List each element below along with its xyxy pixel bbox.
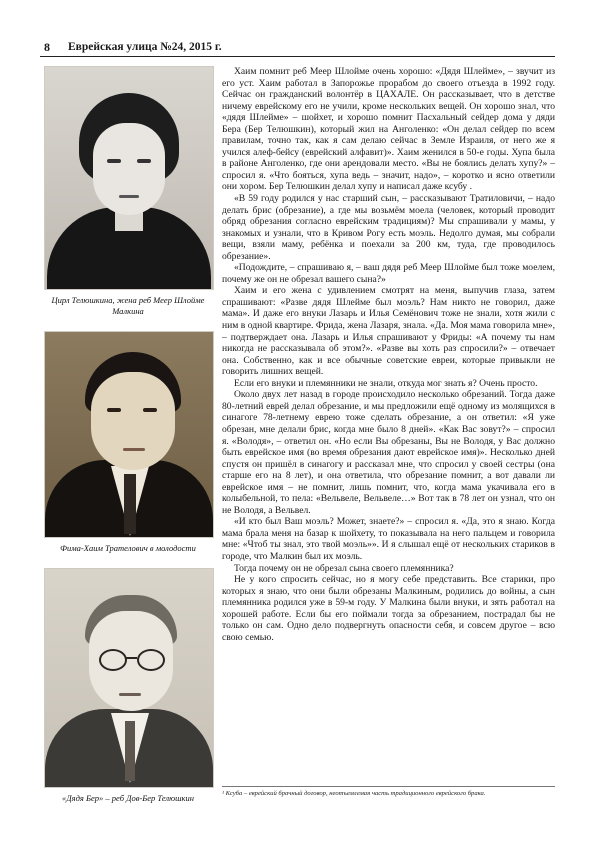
article-paragraph: Около двух лет назад в городе происходило несколько обрезаний. Тогда даже 80-летний еврей делал обрезание, и мы предложили ещё одному из молящихся в синагоге 78-летнему еврею тоже сделать обрезание, а он ответил: «Я уже обрезан, мне делали брис, когда мне было 8 дней». «Как Вас зовут?» – спросил я. «Володя», – ответил он. «Но если Вы обрезаны, Вы не Володя, у Вас должно быть еврейское имя (во время обрезания дают еврейское имя)». Несколько дней спустя он пришёл в синагогу и рассказал мне, что спросил у своей сестры (она старше его на 8 лет), и она ответила, что обрезание помнит, а вот давали ли еврейское имя – не помнит, лишь помнит, что, когда мама укачивала его в колыбельной, то пела: «Вельвеле, Вельвеле…» Вот так в 78 лет он узнал, что он не Володя, а Вельвел. (222, 389, 555, 516)
portrait-photo-young-man (44, 331, 214, 538)
article-paragraph: Тогда почему он не обрезал сына своего племянника? (234, 562, 454, 574)
article-paragraph: «В 59 году родился у нас старший сын, – рассказывают Тратиловичи, – надо делать брис (обрезание), а где мы возьмём моела (человек, который проводит обряд обрезания согласно еврейским традициям)? Мы спрашивали у мамы, у знакомых и узнали, что в Кривом Рогу есть моэль. Недолго думая, мы собрали вещи, взяли маму, ребёнка и поехали за 200 км, туда, где проводилось обрезание». (222, 193, 555, 262)
portrait-photo-woman (44, 66, 214, 290)
page-header (40, 40, 555, 57)
article-paragraph: Хаим и его жена с удивлением смотрят на меня, выпучив глаза, затем спрашивают: «Разве дядя Шлейме был моэль? Нам никто не говорил, даже мама». И даже его внуки Лазарь и Илья Семёнович тоже не знали, хотя жили с ним в одной квартире. Фрида, жена Лазаря, знала. «Да. Моя мама говорила мне», – подтверждает она. Лазарь и Илья спрашивают у Фриды: «А почему ты нам никогда не рассказывала об этом?». «Разве вы хоть раз спросили?» – отвечает она. Собственно, как и все обычные советские евреи, которые привыкли не говорить лишних вещей. (222, 285, 555, 378)
article-body (222, 66, 555, 643)
photo-caption: Фима-Хаим Трателович в молодости (60, 543, 196, 553)
article-paragraph: Хаим помнит реб Меер Шлойме очень хорошо: «Дядя Шлейме», – звучит из его уст. Хаим работал в Запорожье прорабом до своего отъезда в 1992 году. Сейчас он гражданский волонтёр в ЦАХАЛЕ. Он рассказывает, что в детстве ничему еврейскому его не учили, кроме нескольких вещей. Он хорошо знал, что «дядя Шлейме» – шойхет, и хорошо помнит Пасхальный сейдер дома у дяди Бера (Бер Телюшкин), который жил на Анголенко: «Он делал сейдер по всем правилам, точно так, как я сам делаю сейчас в Земле Израиля, от него же я учился алеф-бейсу (еврейский алфавит)». Хаим женился в 50-е годы. Хупа была в районе Анголенко, где они арендовали место. «Вы не боялись делать хупу?» – спросил я. «Что бояться, хупа ведь – значит, надо», – коротко и ясно ответили они хором. Бер Телюшкин делал хупу и написал даже ксубу . (222, 66, 555, 193)
publication-title: Еврейская улица №24, 2015 г. (68, 41, 222, 53)
article-paragraph: Не у кого спросить сейчас, но я могу себе представить. Все старики, про которых я знаю, что они были обрезаны Малкиным, родились до войны, а сын племянника родился уже в 59-м году. У Малкина были внуки, и зять работал на хорошей работе. Если бы его поймали тогда за обрезанием, пострадал бы не только он сам. Одно дело подвергнуть опасности себя, и совсем другое – всю свою семью. (222, 574, 555, 643)
article-paragraph: «И кто был Ваш моэль? Может, знаете?» – спросил я. «Да, это я знаю. Когда мама брала меня на базар к шойхету, то показывала на него пальцем и говорила мне: «Чтоб ты знал, это твой моэль»». И я слышал ещё от нескольких стариков в городе, что Малкин был их моэль. (222, 516, 555, 562)
photo-caption: Цирл Телюшкина, жена реб Меер Шлойме Малкина (51, 295, 205, 316)
portrait-photo-older-man (44, 568, 214, 788)
photo-caption: «Дядя Бер» – реб Дов-Бер Телюшкин (62, 793, 194, 803)
article-paragraph: «Подождите, – спрашиваю я, – ваш дядя реб Меер Шлойме был тоже моелем, почему же он не обрезал вашего сына?» (222, 262, 555, 285)
article-paragraph: Если его внуки и племянники не знали, откуда мог знать я? Очень просто. (234, 377, 538, 389)
page-number: 8 (44, 40, 50, 54)
photo-column (40, 66, 216, 804)
footnote: ¹ Ксуба – еврейский брачный договор, неотъемлемая часть традиционного еврейского брака. (222, 786, 555, 798)
